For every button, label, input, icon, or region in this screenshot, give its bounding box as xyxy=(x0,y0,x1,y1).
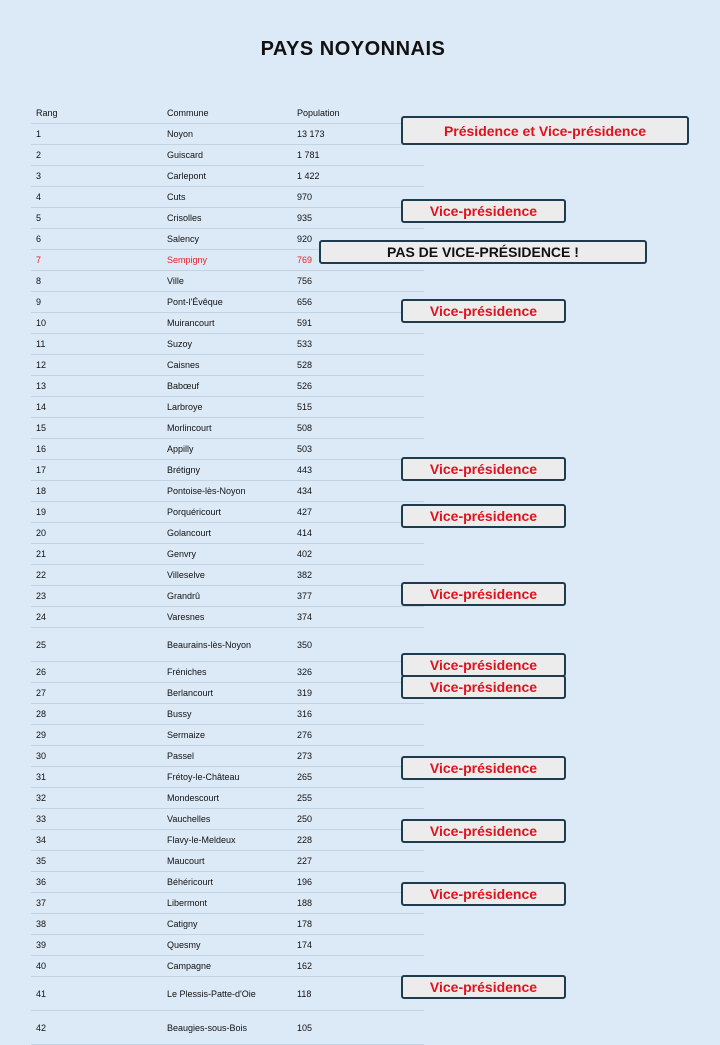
population-cell: 319 xyxy=(297,688,313,698)
rank-cell: 13 xyxy=(36,381,47,391)
column-header-population: Population xyxy=(297,108,340,118)
rank-cell: 3 xyxy=(36,171,42,181)
population-cell: 533 xyxy=(297,339,313,349)
table-row xyxy=(31,397,424,418)
table-row xyxy=(31,704,424,725)
table-row xyxy=(31,187,424,208)
rank-cell: 18 xyxy=(36,486,47,496)
population-cell: 503 xyxy=(297,444,313,454)
rank-cell: 37 xyxy=(36,898,47,908)
rank-cell: 7 xyxy=(36,255,42,265)
rank-cell: 20 xyxy=(36,528,47,538)
vice-presidence-label: Vice-présidence xyxy=(401,653,566,677)
commune-cell: Ville xyxy=(167,276,184,286)
table-row xyxy=(31,788,424,809)
population-cell: 434 xyxy=(297,486,313,496)
population-cell: 228 xyxy=(297,835,313,845)
commune-cell: Porquéricourt xyxy=(167,507,222,517)
population-cell: 427 xyxy=(297,507,313,517)
population-cell: 174 xyxy=(297,940,313,950)
rank-cell: 31 xyxy=(36,772,47,782)
vice-presidence-label: Vice-présidence xyxy=(401,975,566,999)
population-cell: 316 xyxy=(297,709,313,719)
population-cell: 13 173 xyxy=(297,129,325,139)
table-row xyxy=(31,502,424,523)
commune-cell: Beaurains-lès-Noyon xyxy=(167,639,252,650)
commune-cell: Catigny xyxy=(167,919,198,929)
commune-cell: Bussy xyxy=(167,709,192,719)
table-row xyxy=(31,809,424,830)
rank-cell: 26 xyxy=(36,667,47,677)
rank-cell: 4 xyxy=(36,192,42,202)
table-row xyxy=(31,893,424,914)
rank-cell: 10 xyxy=(36,318,47,328)
population-cell: 920 xyxy=(297,234,313,244)
table-row xyxy=(31,977,424,1011)
rank-cell: 9 xyxy=(36,297,42,307)
commune-cell: Villeselve xyxy=(167,570,205,580)
population-cell: 326 xyxy=(297,667,313,677)
commune-cell: Varesnes xyxy=(167,612,205,622)
table-row xyxy=(31,746,424,767)
table-row xyxy=(31,935,424,956)
table-row xyxy=(31,334,424,355)
commune-cell: Crisolles xyxy=(167,213,202,223)
rank-cell: 6 xyxy=(36,234,42,244)
rank-cell: 33 xyxy=(36,814,47,824)
population-cell: 162 xyxy=(297,961,313,971)
commune-cell: Quesmy xyxy=(167,940,201,950)
rank-cell: 34 xyxy=(36,835,47,845)
population-cell: 227 xyxy=(297,856,313,866)
commune-cell: Suzoy xyxy=(167,339,193,349)
population-cell: 196 xyxy=(297,877,313,887)
population-cell: 255 xyxy=(297,793,313,803)
rank-cell: 19 xyxy=(36,507,47,517)
table-row xyxy=(31,725,424,746)
commune-cell: Salency xyxy=(167,234,200,244)
table-row xyxy=(31,565,424,586)
rank-cell: 40 xyxy=(36,961,47,971)
population-cell: 1 781 xyxy=(297,150,320,160)
rank-cell: 11 xyxy=(36,339,46,349)
table-row xyxy=(31,271,424,292)
rank-cell: 5 xyxy=(36,213,42,223)
commune-cell: Babœuf xyxy=(167,381,200,391)
commune-cell: Vauchelles xyxy=(167,814,211,824)
population-cell: 769 xyxy=(297,255,313,265)
rank-cell: 25 xyxy=(36,639,47,650)
vice-presidence-label: Vice-présidence xyxy=(401,504,566,528)
rank-cell: 36 xyxy=(36,877,47,887)
population-cell: 350 xyxy=(297,639,313,650)
table-row xyxy=(31,628,424,662)
population-cell: 374 xyxy=(297,612,313,622)
commune-cell: Sermaize xyxy=(167,730,206,740)
commune-cell: Noyon xyxy=(167,129,194,139)
table-row xyxy=(31,830,424,851)
rank-cell: 12 xyxy=(36,360,47,370)
table-row xyxy=(31,523,424,544)
population-cell: 443 xyxy=(297,465,313,475)
rank-cell: 42 xyxy=(36,1022,47,1033)
rank-cell: 23 xyxy=(36,591,47,601)
vice-presidence-label: Vice-présidence xyxy=(401,756,566,780)
population-cell: 382 xyxy=(297,570,313,580)
rank-cell: 28 xyxy=(36,709,47,719)
rank-cell: 32 xyxy=(36,793,47,803)
table-row xyxy=(31,313,424,334)
commune-cell: Cuts xyxy=(167,192,186,202)
table-row xyxy=(31,460,424,481)
commune-cell: Mondescourt xyxy=(167,793,220,803)
commune-cell: Fréniches xyxy=(167,667,207,677)
commune-cell: Sempigny xyxy=(167,255,208,265)
population-cell: 756 xyxy=(297,276,313,286)
population-cell: 508 xyxy=(297,423,313,433)
commune-cell: Caisnes xyxy=(167,360,200,370)
rank-cell: 15 xyxy=(36,423,47,433)
population-cell: 591 xyxy=(297,318,313,328)
commune-cell: Muirancourt xyxy=(167,318,215,328)
table-row xyxy=(31,376,424,397)
rank-cell: 17 xyxy=(36,465,47,475)
vice-presidence-label: Vice-présidence xyxy=(401,199,566,223)
commune-cell: Flavy-le-Meldeux xyxy=(167,835,236,845)
commune-cell: Beaugies-sous-Bois xyxy=(167,1022,248,1033)
rank-cell: 1 xyxy=(36,129,42,139)
table-row xyxy=(31,166,424,187)
table-row xyxy=(31,208,424,229)
table-header xyxy=(31,103,424,124)
table-row xyxy=(31,481,424,502)
commune-cell: Appilly xyxy=(167,444,194,454)
table-row xyxy=(31,872,424,893)
table-row xyxy=(31,586,424,607)
population-cell: 1 422 xyxy=(297,171,320,181)
commune-cell: Pontoise-lès-Noyon xyxy=(167,486,246,496)
rank-cell: 22 xyxy=(36,570,47,580)
vice-presidence-label: Vice-présidence xyxy=(401,457,566,481)
vice-presidence-label: Vice-présidence xyxy=(401,582,566,606)
population-cell: 935 xyxy=(297,213,313,223)
column-header-rang: Rang xyxy=(36,108,58,118)
table-row xyxy=(31,956,424,977)
commune-cell: Le Plessis-Patte-d'Oie xyxy=(167,988,256,999)
rank-cell: 27 xyxy=(36,688,47,698)
no-vice-presidence-label: PAS DE VICE-PRÉSIDENCE ! xyxy=(319,240,647,264)
column-header-commune: Commune xyxy=(167,108,209,118)
commune-cell: Maucourt xyxy=(167,856,205,866)
population-cell: 656 xyxy=(297,297,313,307)
population-cell: 402 xyxy=(297,549,313,559)
vice-presidence-label: Vice-présidence xyxy=(401,299,566,323)
presidence-label: Présidence et Vice-présidence xyxy=(401,116,689,145)
table-row xyxy=(31,145,424,166)
commune-cell: Béhéricourt xyxy=(167,877,214,887)
commune-cell: Passel xyxy=(167,751,195,761)
vice-presidence-label: Vice-présidence xyxy=(401,675,566,699)
table-row xyxy=(31,439,424,460)
population-cell: 414 xyxy=(297,528,313,538)
population-cell: 526 xyxy=(297,381,313,391)
page-title: PAYS NOYONNAIS xyxy=(260,38,446,60)
commune-cell: Pont-l'Évêque xyxy=(167,297,223,307)
commune-cell: Libermont xyxy=(167,898,208,908)
population-cell: 118 xyxy=(297,988,312,999)
rank-cell: 16 xyxy=(36,444,47,454)
population-cell: 970 xyxy=(297,192,313,202)
table-row xyxy=(31,767,424,788)
rank-cell: 30 xyxy=(36,751,47,761)
rank-cell: 2 xyxy=(36,150,42,160)
rank-cell: 24 xyxy=(36,612,47,622)
population-cell: 515 xyxy=(297,402,313,412)
table-row xyxy=(31,607,424,628)
commune-cell: Berlancourt xyxy=(167,688,214,698)
rank-cell: 8 xyxy=(36,276,42,286)
commune-cell: Brétigny xyxy=(167,465,201,475)
commune-cell: Genvry xyxy=(167,549,197,559)
population-cell: 377 xyxy=(297,591,313,601)
population-cell: 250 xyxy=(297,814,313,824)
commune-cell: Golancourt xyxy=(167,528,212,538)
rank-cell: 39 xyxy=(36,940,47,950)
population-cell: 276 xyxy=(297,730,313,740)
table-row xyxy=(31,124,424,145)
population-cell: 105 xyxy=(297,1022,313,1033)
rank-cell: 38 xyxy=(36,919,47,929)
rank-cell: 35 xyxy=(36,856,47,866)
population-cell: 273 xyxy=(297,751,313,761)
rank-cell: 14 xyxy=(36,402,47,412)
population-cell: 528 xyxy=(297,360,313,370)
table-row xyxy=(31,544,424,565)
vice-presidence-label: Vice-présidence xyxy=(401,882,566,906)
rank-cell: 21 xyxy=(36,549,47,559)
rank-cell: 29 xyxy=(36,730,47,740)
table-row xyxy=(31,683,424,704)
population-cell: 265 xyxy=(297,772,313,782)
table-row xyxy=(31,851,424,872)
population-cell: 178 xyxy=(297,919,313,929)
commune-cell: Morlincourt xyxy=(167,423,212,433)
population-cell: 188 xyxy=(297,898,313,908)
vice-presidence-label: Vice-présidence xyxy=(401,819,566,843)
commune-cell: Campagne xyxy=(167,961,212,971)
commune-cell: Grandrû xyxy=(167,591,201,601)
commune-cell: Guiscard xyxy=(167,150,204,160)
table-row xyxy=(31,355,424,376)
commune-cell: Larbroye xyxy=(167,402,203,412)
table-row xyxy=(31,914,424,935)
table-row xyxy=(31,662,424,683)
rank-cell: 41 xyxy=(36,988,47,999)
table-row xyxy=(31,418,424,439)
commune-cell: Frétoy-le-Château xyxy=(167,772,240,782)
commune-cell: Carlepont xyxy=(167,171,207,181)
table-row xyxy=(31,292,424,313)
